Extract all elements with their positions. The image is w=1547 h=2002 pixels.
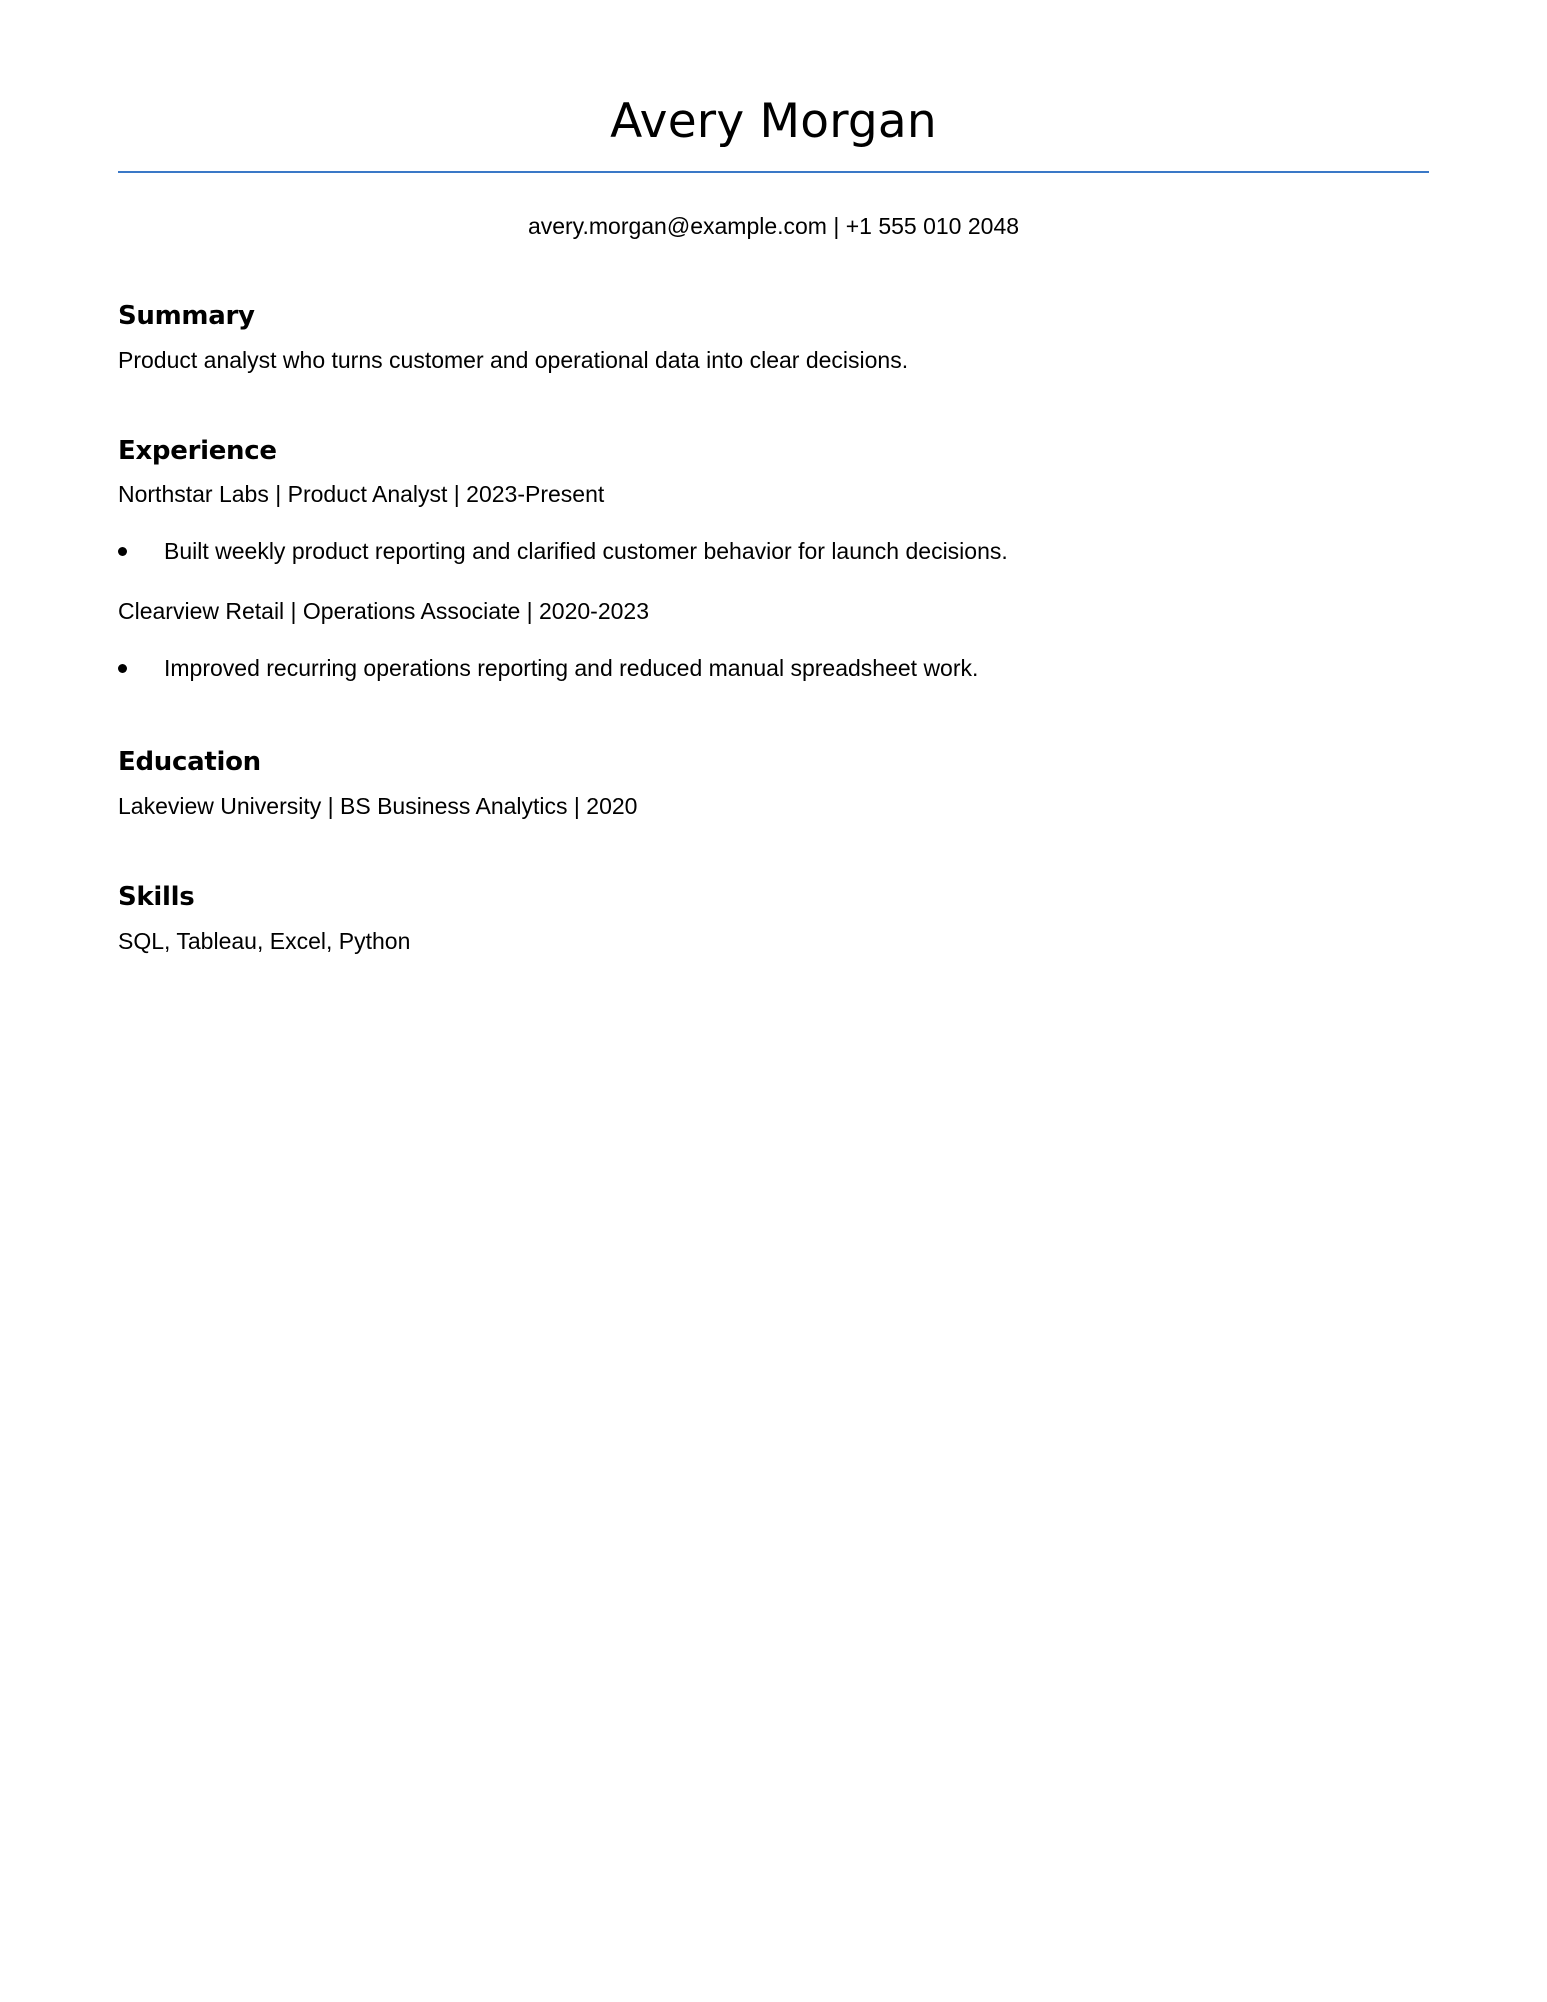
skills-text: SQL, Tableau, Excel, Python (118, 928, 411, 954)
experience-entry-title: Clearview Retail | Operations Associate | 2020-2023 (118, 598, 650, 624)
experience-heading: Experience (118, 436, 277, 466)
experience-bullet-text: Built weekly product reporting and clarified customer behavior for launch decisions. (164, 538, 1008, 564)
summary-text: Product analyst who turns customer and operational data into clear decisions. (118, 347, 909, 373)
experience-entry-title: Northstar Labs | Product Analyst | 2023-Present (118, 481, 605, 507)
contact-line: avery.morgan@example.com | +1 555 010 2048 (527, 213, 1020, 239)
header-divider (118, 171, 1429, 173)
bullet-icon (118, 664, 127, 673)
bullet-icon (118, 547, 127, 556)
skills-heading: Skills (118, 882, 195, 912)
summary-heading: Summary (118, 301, 255, 331)
education-entry: Lakeview University | BS Business Analytics | 2020 (118, 793, 638, 819)
resume-name: Avery Morgan (610, 94, 937, 149)
education-heading: Education (118, 747, 261, 777)
experience-bullet-text: Improved recurring operations reporting and reduced manual spreadsheet work. (164, 655, 979, 681)
